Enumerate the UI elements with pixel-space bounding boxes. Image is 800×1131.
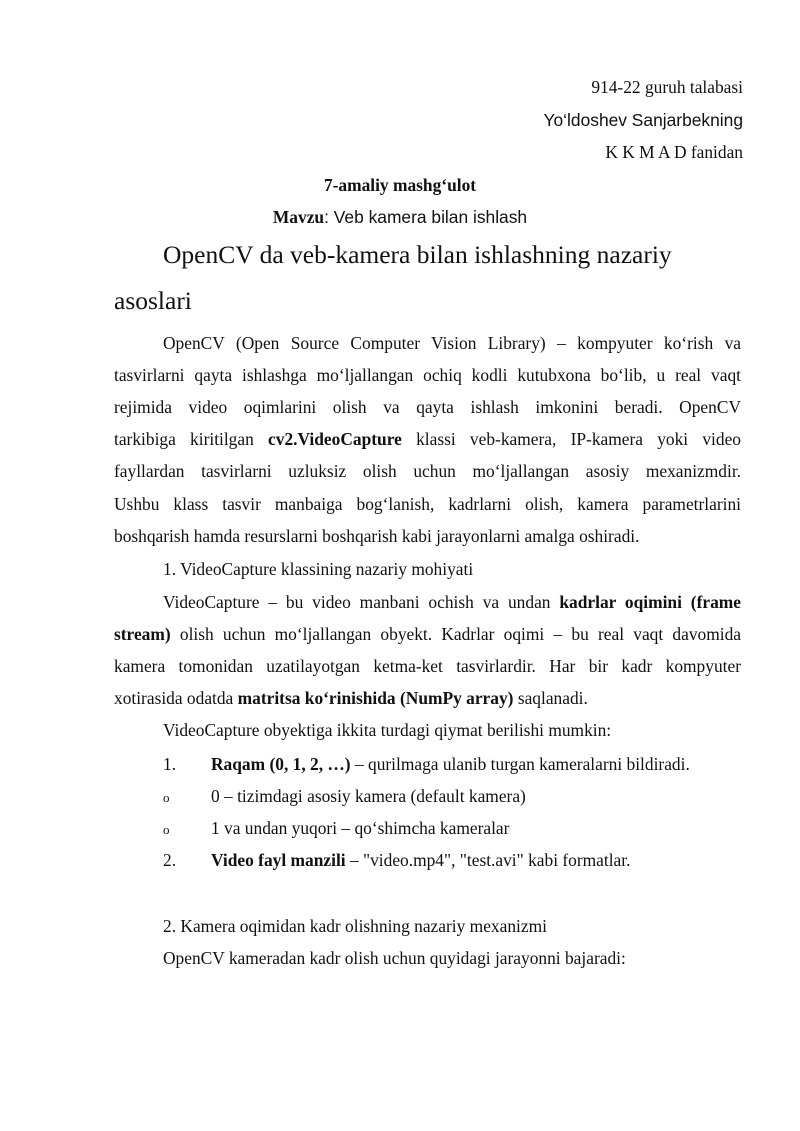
class-name: cv2.VideoCapture [268,429,402,449]
section1-line-2: stream) olish uchun mo‘ljallangan obyekt. Kadrlar oqimi – bu real vaqt davomida [114,624,741,644]
header-student: Yo‘ldoshev Sanjarbekning [543,110,743,130]
section1-line-5: VideoCapture obyektiga ikkita turdagi qiymat berilishi mumkin: [163,720,612,740]
sub-item-2: 1 va undan yuqori – qo‘shimcha kameralar [211,818,510,838]
list-item-2-number: 2. [163,850,177,870]
lesson-topic [0,209,800,226]
topic-value: : Veb kamera bilan ishlash [324,207,528,227]
sub-item-1-marker: o [163,790,170,805]
intro-line-6: Ushbu klass tasvir manbaiga bog‘lanish, kadrlarni olish, kamera parametrlarini [114,494,741,514]
lesson-number: 7-amaliy mashg‘ulot [323,175,477,195]
section2-line-1: OpenCV kameradan kadr olish uchun quyidagi jarayonni bajaradi: [163,948,626,968]
title-line-1: OpenCV da veb-kamera bilan ishlashning nazariy [163,240,672,269]
section2-heading: 2. Kamera oqimidan kadr olishning nazariy mexanizmi [163,916,547,936]
section1-line-3: kamera tomonidan uzatilayotgan ketma-ket tasvirlardir. Har bir kadr kompyuter [114,656,741,676]
sub-item-2-marker: o [163,822,170,837]
list-item-1-number: 1. [163,754,177,774]
list-item-2: Video fayl manzili – "video.mp4", "test.avi" kabi formatlar. [211,850,631,870]
intro-line-3: rejimida video oqimlarini olish va qayta ishlash imkonini beradi. OpenCV [114,397,741,417]
section1-heading: 1. VideoCapture klassining nazariy mohiyati [163,559,474,579]
list-item-1: Raqam (0, 1, 2, …) – qurilmaga ulanib turgan kameralarni bildiradi. [211,754,690,774]
section1-line-1: VideoCapture – bu video manbani ochish va undan kadrlar oqimini (frame [163,592,742,612]
intro-line-1: OpenCV (Open Source Computer Vision Library) – kompyuter ko‘rish va [163,333,741,353]
intro-line-2: tasvirlarni qayta ishlashga mo‘ljallangan ochiq kodli kutubxona bo‘lib, u real vaqt [114,365,741,385]
title-line-2: asoslari [114,286,192,315]
intro-line-4: tarkibiga kiritilgan cv2.VideoCapture klassi veb-kamera, IP-kamera yoki video [114,429,741,449]
sub-item-1: 0 – tizimdagi asosiy kamera (default kamera) [211,786,526,806]
intro-line-7: boshqarish hamda resurslarni boshqarish kabi jarayonlarni amalga oshiradi. [114,526,640,546]
header-subject: K K M A D fanidan [605,142,743,162]
topic-label: Mavzu [272,207,325,227]
section1-line-4: xotirasida odatda matritsa ko‘rinishida (NumPy array) saqlanadi. [114,688,588,708]
header-group: 914-22 guruh talabasi [591,77,743,97]
intro-line-5: fayllardan tasvirlarni uzluksiz olish uchun mo‘ljallangan asosiy mexanizmdir. [114,461,741,481]
